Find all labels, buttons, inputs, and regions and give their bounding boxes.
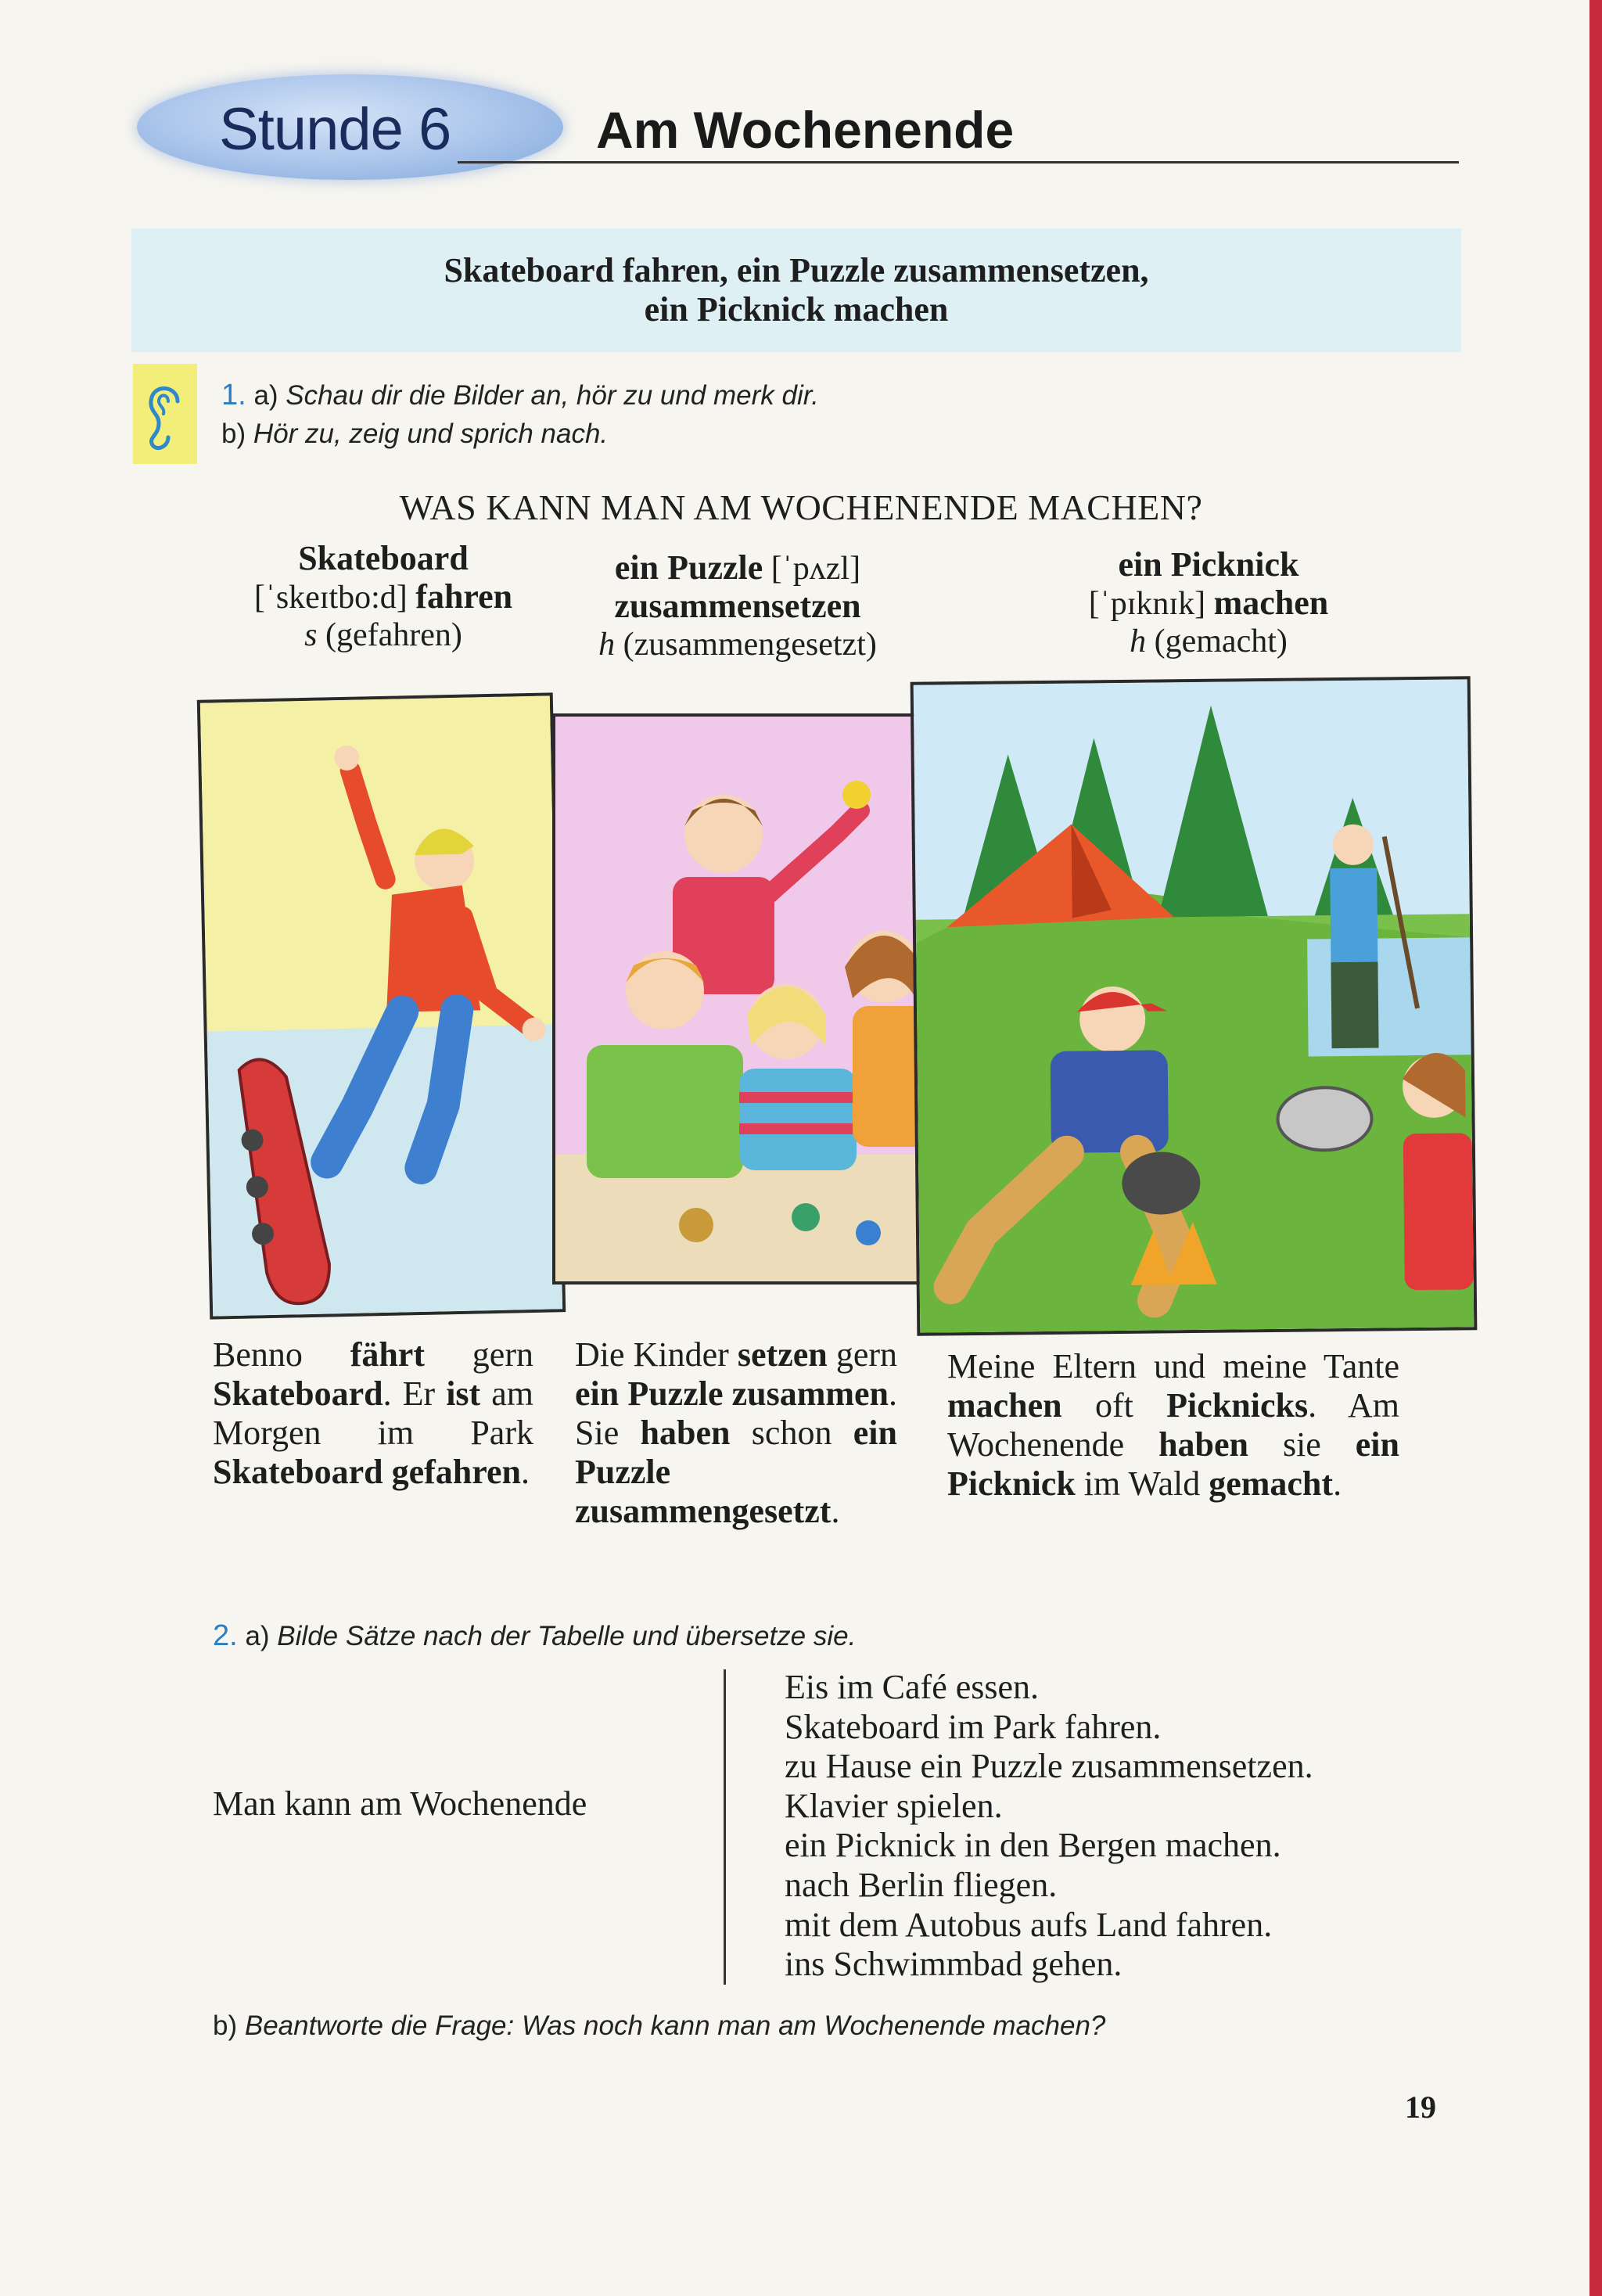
col1-phonetic: [ˈskeɪtbo:d] [253, 580, 408, 616]
task2-number: 2. [213, 1619, 238, 1652]
caption2-text-3: . Sie [575, 1374, 897, 1452]
task2-b [213, 2010, 1105, 2042]
caption1-bold-2: Skateboard [213, 1374, 383, 1413]
banner-line-2: ein Picknick machen [644, 290, 949, 329]
task1-number: 1. [221, 379, 246, 411]
banner-line-1: Skateboard fahren, ein Puzzle zusammensetzen, [444, 251, 1149, 289]
col1-verb: fahren [415, 577, 513, 616]
list-item: Klavier spielen. [785, 1786, 1003, 1825]
caption2-bold-3: haben [640, 1414, 731, 1452]
col3-line1: ein Picknick [1118, 545, 1299, 584]
caption2-text-4: schon [730, 1414, 853, 1452]
caption2-bold-2: ein Puzzle zusammen [575, 1374, 889, 1413]
col3-participle: (gemacht) [1154, 623, 1288, 659]
caption3-bold-1: machen [947, 1386, 1062, 1425]
caption2-text-5: . [831, 1492, 840, 1530]
task2-b-prefix: b) [213, 2010, 238, 2041]
topic-banner [131, 228, 1461, 352]
task1-a-text: Schau dir die Bilder an, hör zu und merk dir. [286, 380, 819, 411]
caption1-text-3: . Er [383, 1374, 447, 1413]
list-item: mit dem Autobus aufs Land fahren. [785, 1905, 1273, 1944]
list-item: zu Hause ein Puzzle zusammensetzen. [785, 1747, 1313, 1786]
caption2-bold-1: setzen [737, 1335, 828, 1374]
lesson-label: Stunde 6 [219, 96, 451, 163]
caption3-bold-4: ein Picknick [947, 1425, 1399, 1503]
table-divider [724, 1669, 726, 1985]
caption-picnic [947, 1347, 1399, 1504]
caption3-text-1: Meine Eltern und meine Tante [947, 1347, 1399, 1385]
list-item: ins Schwimmbad gehen. [785, 1945, 1122, 1984]
task2-a-prefix: a) [245, 1621, 270, 1651]
task2-b-text: Beantworte die Frage: Was noch kann man am Wochenende machen? [244, 2010, 1106, 2041]
ear-icon [133, 364, 197, 464]
caption3-text-5: im Wald [1075, 1464, 1209, 1503]
table-right-list [785, 1668, 1313, 1985]
caption3-text-4: sie [1248, 1425, 1356, 1464]
caption1-text-1: Benno [213, 1335, 350, 1374]
page-title: Am Wochenende [596, 101, 1015, 159]
list-item: ein Picknick in den Bergen machen. [785, 1826, 1281, 1865]
caption-puzzle [575, 1335, 897, 1531]
illustration-picnic [911, 676, 1478, 1335]
column-head-puzzle [562, 549, 914, 663]
caption1-text-2: gern [425, 1335, 533, 1374]
task1-b-text: Hör zu, zeig und sprich nach. [253, 419, 609, 449]
caption3-text-2: oft [1061, 1386, 1167, 1425]
col3-phonetic: [ˈpɪknɪk] [1088, 586, 1206, 622]
caption1-bold-1: fährt [350, 1335, 425, 1374]
task1-b [221, 419, 608, 450]
list-item: Eis im Café essen. [785, 1668, 1040, 1706]
caption2-text-1: Die Kinder [575, 1335, 738, 1374]
col1-aux: s [304, 617, 318, 653]
col2-phonetic: [ˈpʌzl] [770, 551, 861, 587]
page-number: 19 [1405, 2089, 1436, 2125]
col2-participle: (zusammengesetzt) [623, 627, 877, 663]
list-item: Skateboard im Park fahren. [785, 1707, 1162, 1746]
col1-line1: Skateboard [298, 539, 469, 577]
col2-verb: zusammensetzen [614, 587, 861, 625]
task2-a-text: Bilde Sätze nach der Tabelle und übersetze sie. [277, 1621, 857, 1651]
caption3-text-3: . Am Wochenende [947, 1386, 1399, 1464]
caption1-text-4: am Morgen im Park [213, 1374, 533, 1452]
col3-verb: machen [1213, 584, 1329, 622]
column-head-skateboard [235, 540, 532, 654]
caption2-bold-4: ein Puzzle zusammengesetzt [575, 1414, 898, 1530]
task1-a [221, 379, 819, 412]
list-item: nach Berlin fliegen. [785, 1865, 1058, 1904]
table-left-cell: Man kann am Wochenende [213, 1784, 587, 1823]
task1-b-prefix: b) [221, 419, 246, 449]
task2-a [213, 1619, 856, 1653]
caption3-bold-2: Picknicks [1166, 1386, 1309, 1425]
page-edge-strip [1589, 0, 1602, 2296]
caption1-bold-3: ist [446, 1374, 481, 1413]
caption1-text-5: . [520, 1453, 530, 1491]
illustration-skateboard [197, 692, 566, 1319]
caption3-text-6: . [1333, 1464, 1342, 1503]
col2-line1: ein Puzzle [614, 548, 763, 587]
caption2-text-2: gern [827, 1335, 897, 1374]
task1-a-prefix: a) [253, 380, 278, 411]
illustration-puzzle [552, 713, 964, 1285]
col1-participle: (gefahren) [325, 617, 462, 653]
main-question: WAS KANN MAN AM WOCHENENDE MACHEN? [399, 487, 1203, 527]
title-underline [458, 161, 1459, 163]
col2-aux: h [598, 627, 616, 663]
caption3-bold-3: haben [1158, 1425, 1249, 1464]
col3-aux: h [1130, 623, 1147, 659]
caption-skateboard [213, 1335, 533, 1492]
caption1-bold-4: Skateboard gefahren [213, 1453, 521, 1491]
caption3-bold-5: gemacht [1209, 1464, 1334, 1503]
column-head-picnic [1040, 546, 1377, 660]
